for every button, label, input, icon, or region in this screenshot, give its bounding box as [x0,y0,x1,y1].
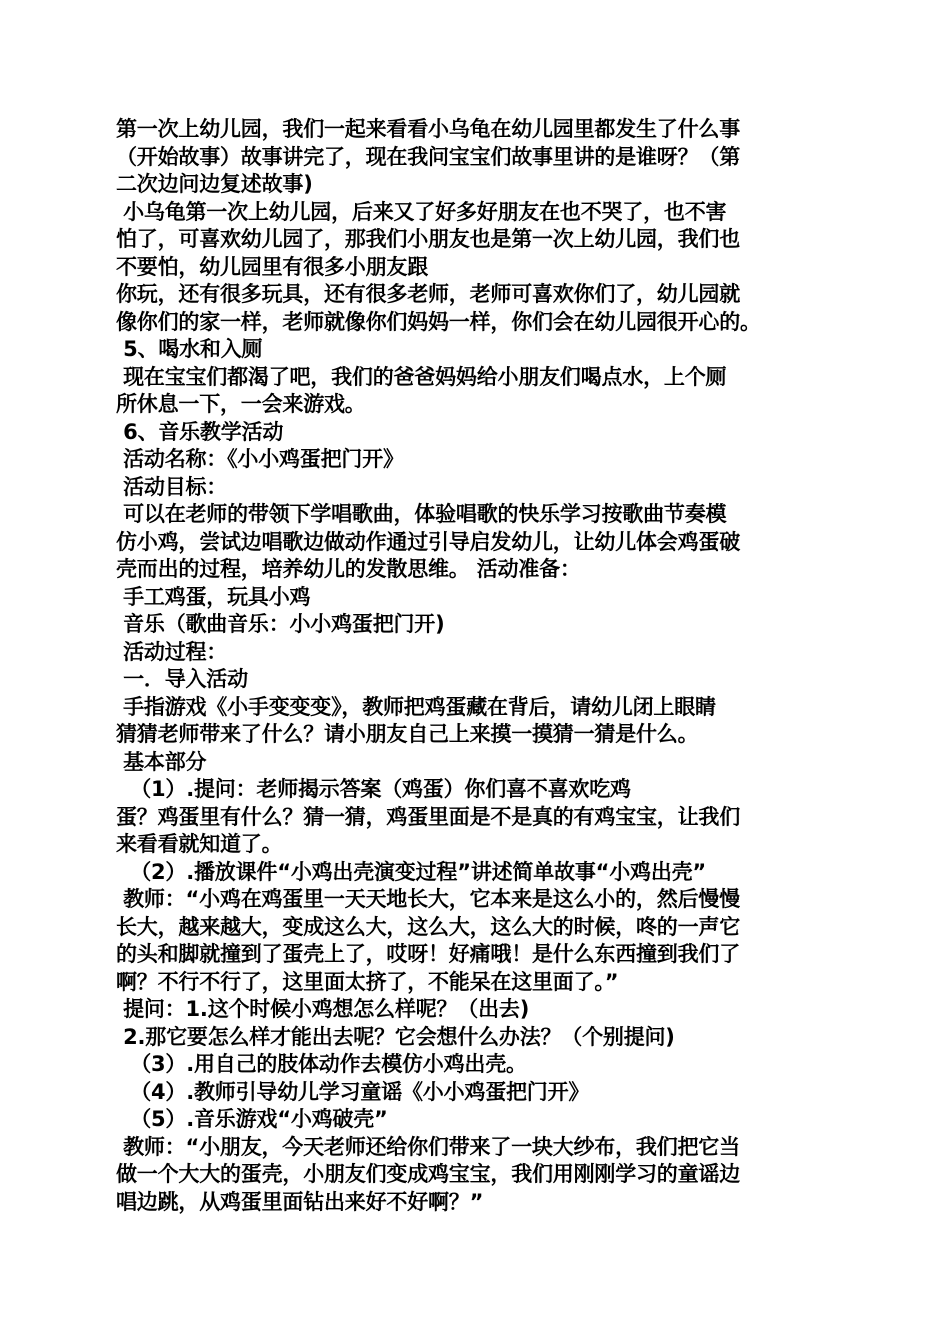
text-line: 2.那它要怎么样才能出去呢？它会想什么办法？（个别提问) [116,1024,675,1049]
text-line: 小乌龟第一次上幼儿园，后来又了好多好朋友在也不哭了，也不害 [116,199,727,224]
text-line: 基本部分 [116,749,207,774]
text-line: （2）.播放课件“小鸡出壳演变过程”讲述简单故事“小鸡出壳” [116,859,707,884]
text-line: 啊？不行不行了，这里面太挤了，不能呆在这里面了。” [116,969,619,994]
text-line: 一．导入活动 [116,667,248,691]
text-line: 可以在老师的带领下学唱歌曲，体验唱歌的快乐学习按歌曲节奏模 [116,502,727,526]
text-line: 所休息一下，一会来游戏。 [116,392,366,416]
text-line: 手工鸡蛋，玩具小鸡 [116,584,311,609]
text-line: 不要怕，幼儿园里有很多小朋友跟 [116,254,428,279]
text-line: （5）.音乐游戏“小鸡破壳” [116,1107,388,1131]
text-line: 第一次上幼儿园，我们一起来看看小乌龟在幼儿园里都发生了什么事 [116,117,740,141]
text-line: （4）.教师引导幼儿学习童谣《小小鸡蛋把门开》 [116,1079,590,1104]
text-line: 来看看就知道了。 [116,832,283,856]
text-line: 长大，越来越大，变成这么大，这么大，这么大的时候，咚的一声它 [116,914,740,939]
text-line: 6、音乐教学活动 [116,419,284,444]
text-line: 5、喝水和入厕 [116,337,263,361]
text-line: 教师：“小鸡在鸡蛋里一天天地长大，它本来是这么小的，然后慢慢 [116,887,740,911]
text-line: 猜猜老师带来了什么？请小朋友自己上来摸一摸猜一猜是什么。 [116,722,699,746]
text-line: 手指游戏《小手变变变》，教师把鸡蛋藏在背后，请幼儿闭上眼睛 [116,694,716,719]
text-line: 仿小鸡，尝试边唱歌边做动作通过引导启发幼儿，让幼儿体会鸡蛋破 [116,529,740,554]
text-line: 的头和脚就撞到了蛋壳上了，哎呀！好痛哦！是什么东西撞到我们了 [116,942,740,966]
text-line: 你玩，还有很多玩具，还有很多老师，老师可喜欢你们了，幼儿园就 [116,282,740,306]
text-line: （1）.提问：老师揭示答案（鸡蛋）你们喜不喜欢吃鸡 [116,777,631,801]
text-line: 壳而出的过程，培养幼儿的发散思维。 活动准备： [116,557,581,581]
text-line: 活动目标： [116,474,228,499]
document-body [116,116,846,1216]
text-line: 做一个大大的蛋壳，小朋友们变成鸡宝宝，我们用刚刚学习的童谣边 [116,1162,740,1186]
text-line: （3）.用自己的肢体动作去模仿小鸡出壳。 [116,1052,527,1076]
text-line: 唱边跳，从鸡蛋里面钻出来好不好啊？” [116,1189,484,1214]
text-line: 活动名称：《小小鸡蛋把门开》 [116,447,404,471]
text-line: （开始故事）故事讲完了，现在我问宝宝们故事里讲的是谁呀？（第 [116,144,740,169]
text-line: 像你们的家一样，老师就像你们妈妈一样，你们会在幼儿园很开心的。 [116,309,761,334]
text-line: 现在宝宝们都渴了吧，我们的爸爸妈妈给小朋友们喝点水，上个厕 [116,364,727,389]
text-line: 活动过程： [116,639,228,664]
text-line: 怕了，可喜欢幼儿园了，那我们小朋友也是第一次上幼儿园，我们也 [116,227,740,251]
text-line: 二次边问边复述故事) [116,172,313,196]
text-line: 蛋？鸡蛋里有什么？猜一猜，鸡蛋里面是不是真的有鸡宝宝，让我们 [116,804,740,829]
text-line: 音乐（歌曲音乐：小小鸡蛋把门开) [116,612,445,636]
text-line: 提问：1.这个时候小鸡想怎么样呢？（出去) [116,997,530,1021]
text-line: 教师：“小朋友，今天老师还给你们带来了一块大纱布，我们把它当 [116,1134,740,1159]
